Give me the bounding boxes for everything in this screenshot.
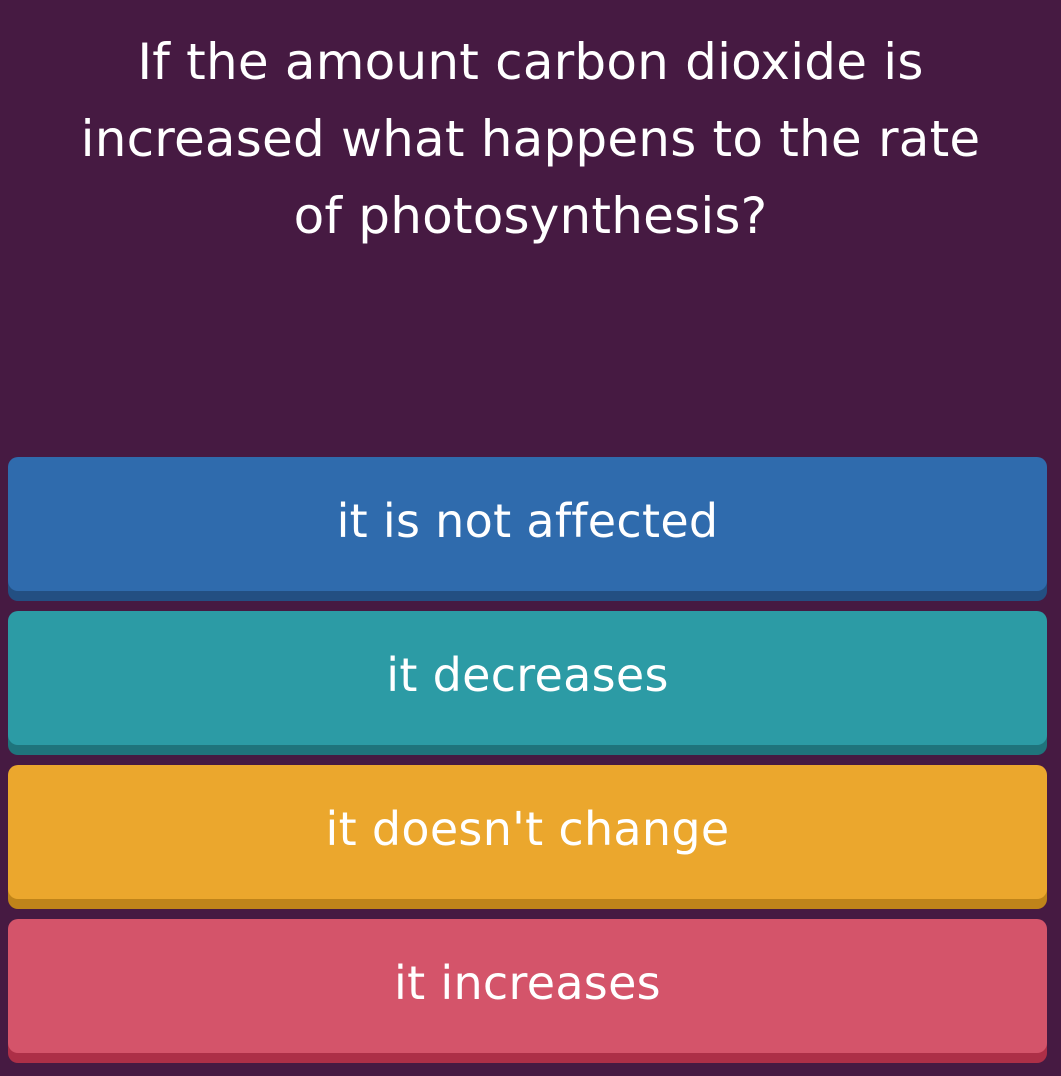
answer-option-label: it is not affected <box>336 494 719 548</box>
question-text <box>0 24 1061 255</box>
answer-option-doesnt-change[interactable] <box>8 765 1047 899</box>
question-line-2: increased what happens to the rate <box>80 110 981 168</box>
answer-option-label: it decreases <box>386 648 669 702</box>
question-line-3: of photosynthesis? <box>293 187 768 245</box>
answer-option-increases[interactable] <box>8 919 1047 1053</box>
question-line-1: If the amount carbon dioxide is <box>137 33 924 91</box>
answer-option-decreases[interactable] <box>8 611 1047 745</box>
answer-option-not-affected[interactable] <box>8 457 1047 591</box>
answer-options <box>8 457 1047 1073</box>
answer-option-label: it doesn't change <box>325 802 730 856</box>
answer-option-label: it increases <box>394 956 661 1010</box>
